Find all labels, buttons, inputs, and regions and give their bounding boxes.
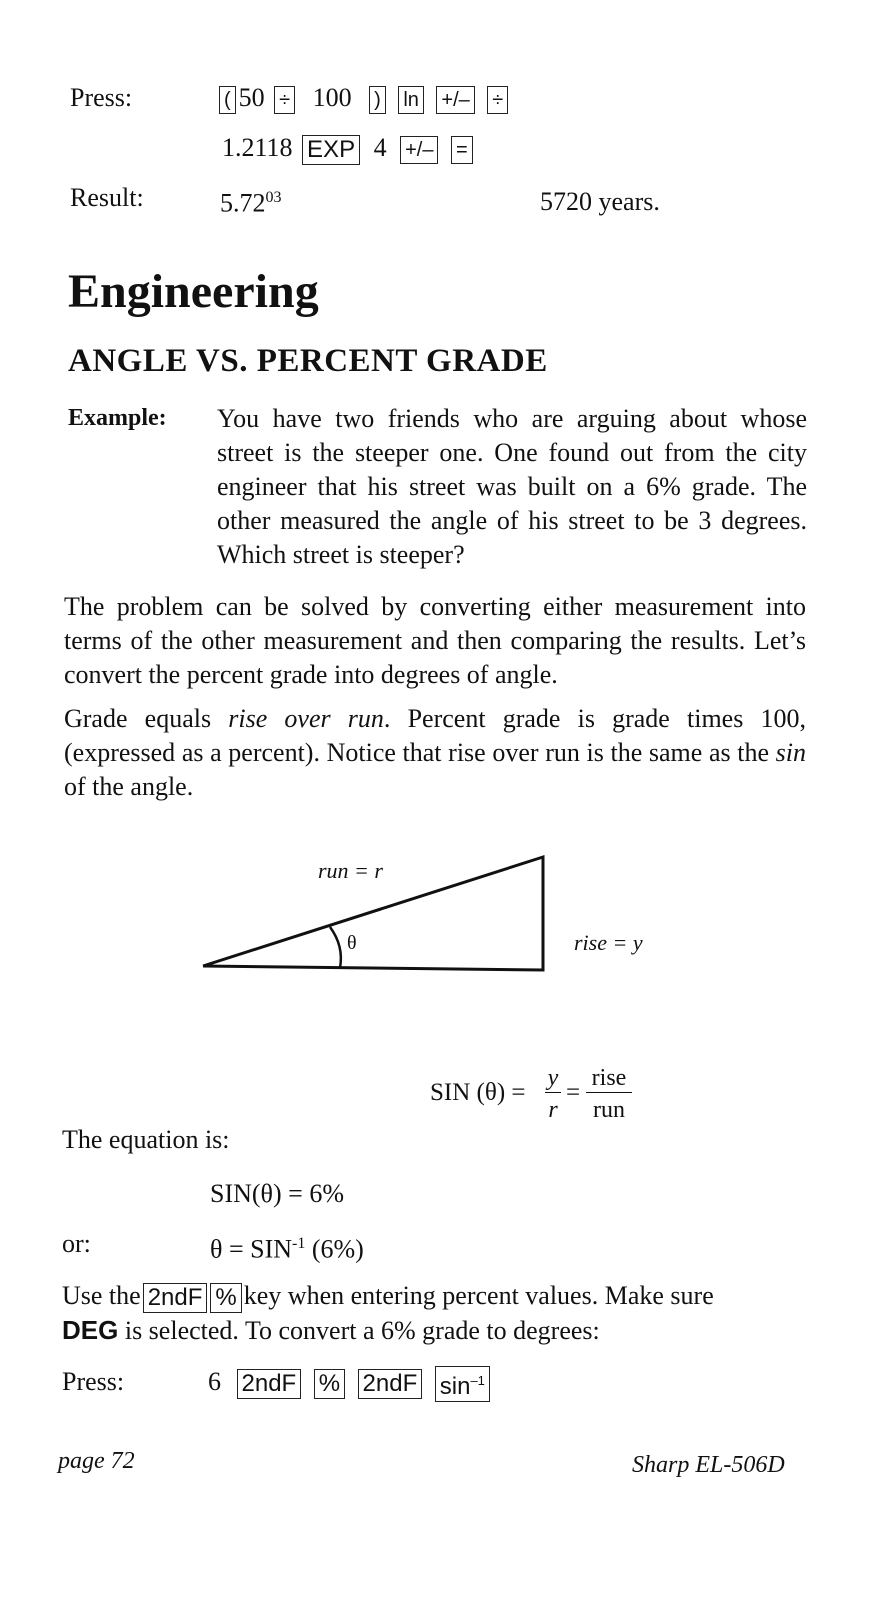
result-value — [220, 182, 282, 220]
press-label-2: Press: — [62, 1367, 125, 1396]
formula-lhs: SIN (θ) = — [430, 1079, 526, 1106]
value-50: 50 — [238, 83, 265, 112]
press-label: Press: — [70, 83, 133, 112]
deg-mode: DEG — [62, 1315, 119, 1345]
triangle-diagram — [0, 840, 885, 990]
fraction-run: run — [593, 1097, 625, 1123]
value-6: 6 — [208, 1367, 221, 1396]
grade-text-c: . Percent grade is grade times 100, (expressed as a percent). Notice that rise over run is the same as the — [64, 704, 807, 767]
use-text-a: Use the — [62, 1281, 141, 1310]
section-title: Engineering — [68, 265, 319, 318]
key-sin-sup: –1 — [470, 1373, 485, 1389]
key-sequence-row-2 — [222, 132, 476, 165]
fraction-r: r — [548, 1097, 558, 1123]
run-label: run = r — [318, 858, 383, 883]
key-percent-2: % — [314, 1369, 345, 1399]
paragraph-grade — [64, 702, 806, 804]
example-label: Example: — [68, 405, 167, 431]
book-title: Sharp EL-506D — [632, 1452, 785, 1478]
value-1-2118: 1.2118 — [222, 133, 293, 162]
key-2ndf-2: 2ndF — [237, 1369, 302, 1399]
example-text: You have two friends who are arguing about whose street is the steeper one. One found out from the city engineer that his street was built on a 6% grade. The other measured the angle of his street to be 3 degrees. Which street is steeper? — [217, 404, 807, 569]
or-label: or: — [62, 1229, 91, 1258]
use-key-line — [62, 1280, 714, 1313]
key-exp: EXP — [302, 135, 360, 165]
fraction-rise: rise — [586, 1064, 632, 1093]
equation-1: SIN(θ) = 6% — [210, 1179, 344, 1208]
grade-text-e: of the angle. — [64, 772, 194, 801]
theta-label: θ — [347, 932, 357, 954]
formula-equals: = — [566, 1079, 581, 1106]
subsection-title: ANGLE VS. PERCENT GRADE — [68, 343, 548, 379]
key-change-sign-2: +/– — [400, 136, 438, 164]
use-text-b: key when entering percent values. Make sure — [243, 1281, 714, 1310]
result-label: Result: — [70, 183, 144, 212]
equation-2-sup: -1 — [292, 1235, 306, 1252]
angle-arc — [330, 927, 341, 968]
key-sequence-row-1 — [216, 82, 511, 114]
value-4: 4 — [373, 133, 387, 162]
key-open-paren: ( — [219, 86, 236, 114]
page-number: page 72 — [58, 1448, 135, 1474]
key-2ndf-3: 2ndF — [358, 1369, 423, 1399]
result-mantissa: 5.72 — [220, 188, 266, 218]
equation-intro: The equation is: — [62, 1125, 230, 1154]
result-text: 5720 years. — [540, 187, 660, 216]
key-sequence-row-3 — [208, 1366, 493, 1402]
key-2ndf: 2ndF — [143, 1283, 208, 1313]
paragraph-convert: The problem can be solved by converting either measurement into terms of the other measurement and then comparing the results. Let’s convert the percent grade into degrees of angle. — [64, 592, 806, 689]
grade-text-rise-over-run: rise over run — [228, 704, 384, 733]
use-text-c: is selected. To convert a 6% grade to degrees: — [118, 1316, 600, 1345]
key-divide-2: ÷ — [487, 86, 508, 114]
equation-2-a: θ = SIN — [210, 1234, 293, 1264]
result-exponent: 03 — [265, 189, 282, 206]
equation-2 — [210, 1228, 364, 1266]
key-sin-inverse — [435, 1366, 490, 1402]
key-divide: ÷ — [274, 86, 295, 114]
key-ln: ln — [398, 86, 424, 114]
grade-text-sin: sin — [775, 738, 806, 767]
key-percent: % — [210, 1283, 241, 1313]
key-close-paren: ) — [369, 86, 386, 114]
rise-label: rise = y — [574, 930, 643, 955]
equation-2-b: (6%) — [305, 1234, 364, 1264]
grade-text-a: Grade equals — [64, 704, 229, 733]
key-equals: = — [451, 136, 473, 164]
value-100: 100 — [312, 83, 352, 112]
deg-line — [62, 1314, 600, 1347]
fraction-y: y — [545, 1064, 561, 1093]
key-change-sign: +/– — [436, 86, 474, 114]
key-sin-label: sin — [439, 1373, 471, 1401]
